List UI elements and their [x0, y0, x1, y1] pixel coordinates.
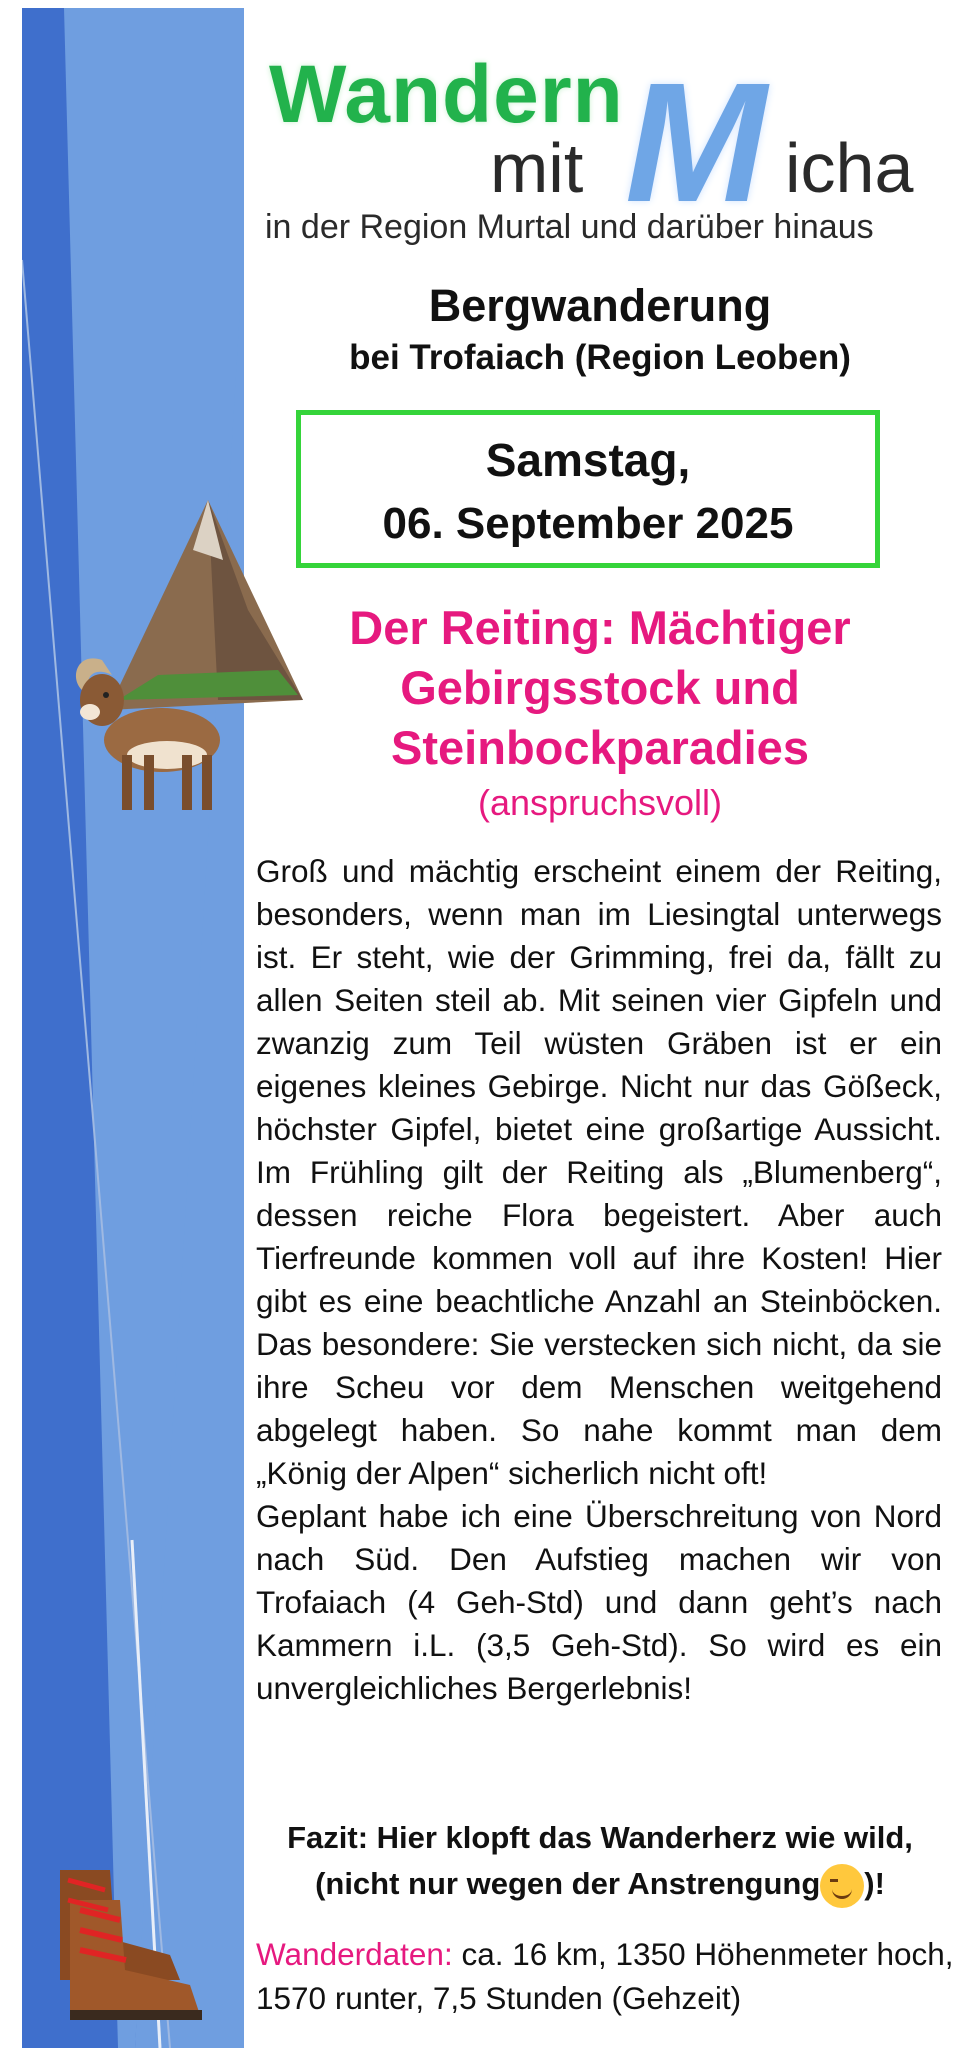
- date-value: 06. September 2025: [382, 499, 794, 548]
- description: [256, 850, 942, 1710]
- event-type: Bergwanderung: [428, 280, 772, 331]
- decorative-sidebar: [0, 0, 260, 2048]
- tour-title-line1: Der Reiting: Mächtiger: [349, 601, 851, 654]
- hike-data-label: Wanderdaten:: [256, 1936, 453, 1972]
- tour-difficulty: (anspruchsvoll): [477, 782, 723, 823]
- logo: [265, 48, 945, 258]
- conclusion-line2-text: (nicht nur wegen der Anstrengung: [315, 1866, 821, 1901]
- date-weekday: Samstag,: [485, 434, 691, 486]
- logo-word-mit: mit: [490, 129, 584, 207]
- tour-title: [250, 598, 950, 824]
- smirk-emoji-icon: [820, 1864, 864, 1908]
- logo-word-icha: icha: [785, 129, 914, 207]
- hiking-boots-icon: [40, 1860, 210, 2030]
- ibex-icon: [62, 640, 232, 820]
- conclusion-line2-end: )!: [864, 1866, 885, 1901]
- logo-letter-m: M: [625, 48, 767, 238]
- conclusion: [250, 1815, 950, 1908]
- event-location: bei Trofaiach (Region Leoben): [349, 338, 851, 377]
- tour-title-line3: Steinbockparadies: [391, 721, 809, 774]
- date-box: [296, 410, 880, 568]
- hike-data-text: ca. 16 km, 1350 Höhenmeter hoch, 1570 runter, 7,5 Stunden (Gehzeit): [256, 1936, 954, 2016]
- description-paragraph-1: Groß und mächtig erscheint einem der Reiting, besonders, wenn man im Liesingtal unterwegs ist. Er steht, wie der Grimming, frei da, fällt zu allen Seiten steil ab. Mit seinen vier Gipfeln und zwanzig zum Teil wüsten Gräben ist er ein eigenes kleines Gebirge. Nicht nur das Gößeck, höchster Gipfel, bietet eine großartige Aussicht. Im Frühling gilt der Reiting als „Blumenberg“, dessen reiche Flora begeistert. Aber auch Tierfreunde kommen voll auf ihre Kosten! Hier gibt es eine beachtliche Anzahl an Steinböcken. Das besondere: Sie verstecken sich nicht, da sie ihre Scheu vor dem Menschen weitgehend abgelegt haben. So nahe kommt man dem „König der Alpen“ sicherlich nicht oft!: [256, 853, 942, 1491]
- description-paragraph-2: Geplant habe ich eine Überschreitung von Nord nach Süd. Den Aufstieg machen wir von Trofaiach (4 Geh-Std) und dann geht’s nach Kammern i.L. (3,5 Geh-Std). So wird es ein unvergleichliches Bergerlebnis!: [256, 1498, 942, 1706]
- conclusion-line2: [250, 1861, 950, 1908]
- tour-title-line2: Gebirgsstock und: [400, 661, 800, 714]
- event-headline: [250, 280, 950, 378]
- hike-data: [256, 1932, 956, 2020]
- logo-word-wandern: Wandern: [269, 49, 624, 140]
- logo-tagline: in der Region Murtal und darüber hinaus: [265, 208, 874, 246]
- conclusion-line1: Fazit: Hier klopft das Wanderherz wie wild,: [287, 1820, 913, 1855]
